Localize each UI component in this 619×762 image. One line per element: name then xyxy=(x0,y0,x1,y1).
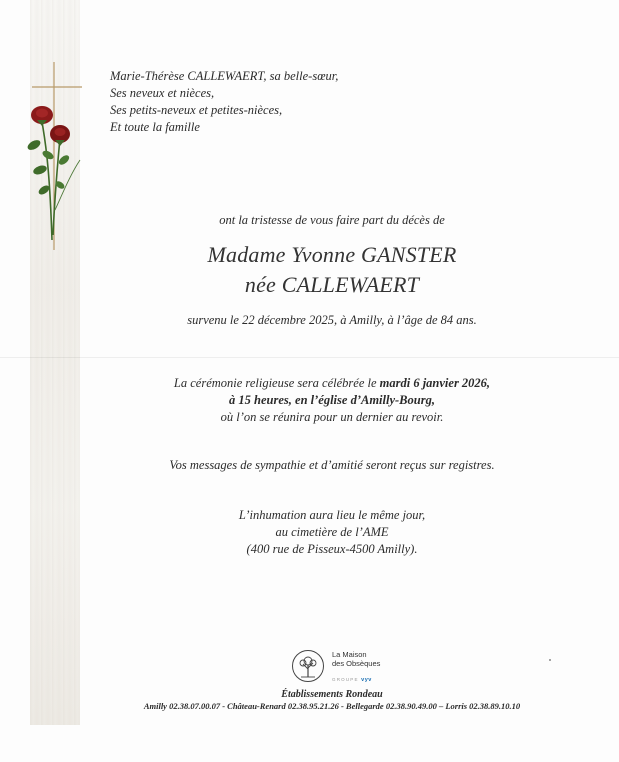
deceased-maiden-name: née CALLEWAERT xyxy=(244,272,420,297)
ceremony-text: La cérémonie religieuse sera célébrée le xyxy=(173,376,380,390)
group-brand: vyv xyxy=(361,677,372,683)
ceremony-date: mardi 6 janvier 2026, xyxy=(379,376,491,390)
ceremony-details xyxy=(60,375,604,426)
logo-line: des Obsèques xyxy=(332,658,381,668)
company-name: Établissements Rondeau xyxy=(281,689,383,700)
condolence-messages: Vos messages de sympathie et d’amitié seront reçus sur registres. xyxy=(169,458,495,472)
maison-des-obseques-logo xyxy=(292,650,392,688)
logo-group-mark xyxy=(332,677,372,683)
group-label: GROUPE xyxy=(332,677,359,682)
family-line: Marie-Thérèse CALLEWAERT, sa belle-sœur, xyxy=(110,69,339,83)
logo-wordmark xyxy=(332,651,380,668)
burial-line: au cimetière de l’AME xyxy=(275,525,389,539)
ceremony-time-place: à 15 heures, en l’église d’Amilly-Bourg, xyxy=(229,393,435,407)
logo-line: La Maison xyxy=(332,650,367,659)
speck xyxy=(549,659,551,661)
deceased-name: Madame Yvonne GANSTER xyxy=(207,242,457,267)
paper-fold-line xyxy=(0,357,619,358)
burial-line: L’inhumation aura lieu le même jour, xyxy=(238,508,426,522)
ceremony-farewell: où l’on se réunira pour un dernier au revoir. xyxy=(220,410,444,424)
company-contacts: Amilly 02.38.07.00.07 - Château-Renard 02.38.95.21.26 - Bellegarde 02.38.90.49.00 – Lorris 02.38.89.10.10 xyxy=(143,701,521,711)
death-details: survenu le 22 décembre 2025, à Amilly, à l’âge de 84 ans. xyxy=(187,313,477,327)
family-line: Ses petits-neveux et petites-nièces, xyxy=(110,103,283,117)
family-list xyxy=(110,68,338,136)
logo-circle xyxy=(292,650,324,682)
burial-line: (400 rue de Pisseux-4500 Amilly). xyxy=(246,542,418,556)
burial-details xyxy=(60,507,604,558)
family-line: Ses neveux et nièces, xyxy=(110,86,215,100)
announcement-intro: ont la tristesse de vous faire part du décès de xyxy=(219,213,445,227)
family-line: Et toute la famille xyxy=(110,120,200,134)
tree-icon xyxy=(293,651,323,681)
